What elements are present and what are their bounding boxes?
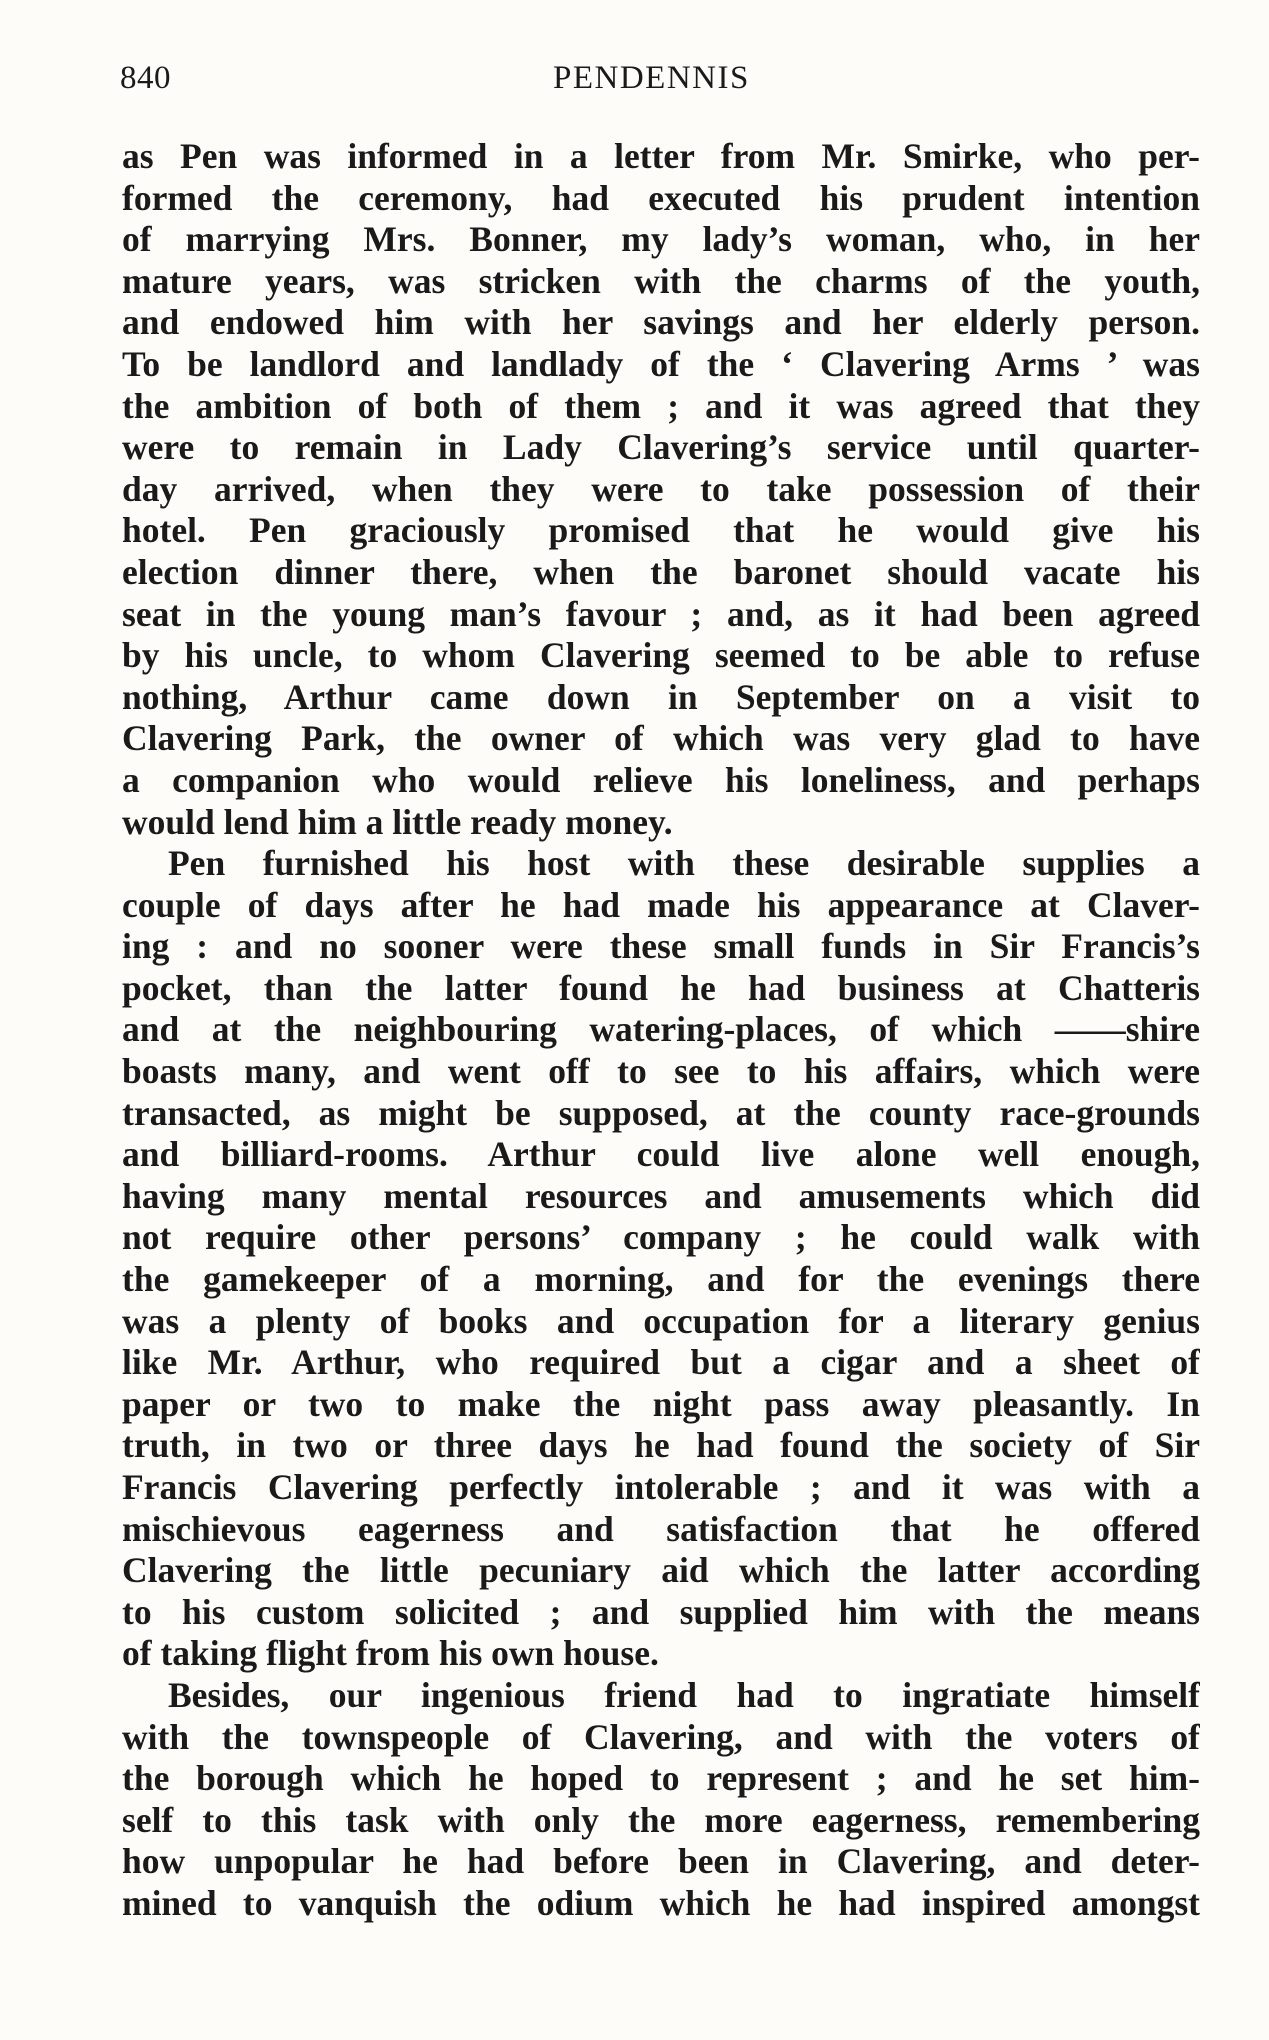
text-line: and billiard-rooms. Arthur could live alone well enough, [122, 1134, 1200, 1175]
text-line: Clavering the little pecuniary aid which the latter according [122, 1550, 1200, 1591]
text-line: to his custom solicited ; and supplied him with the means [122, 1591, 1200, 1632]
text-line: the gamekeeper of a morning, and for the evenings there [122, 1259, 1200, 1300]
text-line: election dinner there, when the baronet should vacate his [122, 551, 1200, 592]
body-text [122, 136, 1200, 1925]
text-line: by his uncle, to whom Clavering seemed to be able to refuse [122, 635, 1200, 676]
text-line: transacted, as might be supposed, at the county race-grounds [122, 1092, 1200, 1133]
book-title: PENDENNIS [553, 60, 750, 96]
text-line: was a plenty of books and occupation for a literary genius [122, 1300, 1200, 1341]
text-line: not require other persons’ company ; he could walk with [122, 1217, 1200, 1258]
text-line: how unpopular he had before been in Clavering, and deter- [122, 1841, 1200, 1882]
text-line: mature years, was stricken with the charms of the youth, [122, 260, 1200, 301]
text-line: would lend him a little ready money. [122, 801, 673, 842]
text-line: ing : and no sooner were these small funds in Sir Francis’s [122, 926, 1200, 967]
text-line: pocket, than the latter found he had business at Chatteris [122, 967, 1200, 1008]
text-line: a companion who would relieve his loneliness, and perhaps [122, 759, 1200, 800]
text-line: paper or two to make the night pass away pleasantly. In [122, 1383, 1200, 1424]
page-number: 840 [120, 60, 171, 96]
text-line: and at the neighbouring watering-places, of which ——shire [122, 1009, 1200, 1050]
text-line: nothing, Arthur came down in September on a visit to [122, 676, 1200, 717]
text-line: mischievous eagerness and satisfaction that he offered [122, 1508, 1200, 1549]
text-line: Besides, our ingenious friend had to ingratiate himself [168, 1674, 1200, 1715]
text-line: like Mr. Arthur, who required but a cigar and a sheet of [122, 1342, 1200, 1383]
text-line: of taking flight from his own house. [122, 1633, 659, 1674]
text-line: Pen furnished his host with these desirable supplies a [168, 843, 1200, 884]
text-line: as Pen was informed in a letter from Mr. Smirke, who per- [122, 136, 1200, 176]
text-line: mined to vanquish the odium which he had inspired amongst [122, 1882, 1200, 1923]
running-head [120, 60, 1195, 96]
text-line: the borough which he hoped to represent ; and he set him- [122, 1758, 1200, 1799]
text-line: and endowed him with her savings and her elderly person. [122, 302, 1200, 343]
text-line: hotel. Pen graciously promised that he would give his [122, 510, 1200, 551]
text-line: with the townspeople of Clavering, and with the voters of [122, 1716, 1200, 1757]
text-line: day arrived, when they were to take possession of their [122, 468, 1200, 509]
text-line: Clavering Park, the owner of which was very glad to have [122, 718, 1200, 759]
text-line: were to remain in Lady Clavering’s service until quarter- [122, 427, 1200, 468]
text-line: truth, in two or three days he had found the society of Sir [122, 1425, 1200, 1466]
text-line: formed the ceremony, had executed his prudent intention [122, 177, 1200, 218]
text-line: the ambition of both of them ; and it was agreed that they [122, 385, 1200, 426]
text-line: couple of days after he had made his appearance at Claver- [122, 884, 1200, 925]
text-line: having many mental resources and amusements which did [122, 1175, 1200, 1216]
text-line: of marrying Mrs. Bonner, my lady’s woman, who, in her [122, 219, 1200, 260]
text-line: seat in the young man’s favour ; and, as it had been agreed [122, 593, 1200, 634]
text-line: To be landlord and landlady of the ‘ Clavering Arms ’ was [122, 343, 1200, 384]
text-line: Francis Clavering perfectly intolerable ; and it was with a [122, 1467, 1200, 1507]
text-line: self to this task with only the more eagerness, remembering [122, 1799, 1200, 1840]
text-line: boasts many, and went off to see to his affairs, which were [122, 1051, 1200, 1092]
